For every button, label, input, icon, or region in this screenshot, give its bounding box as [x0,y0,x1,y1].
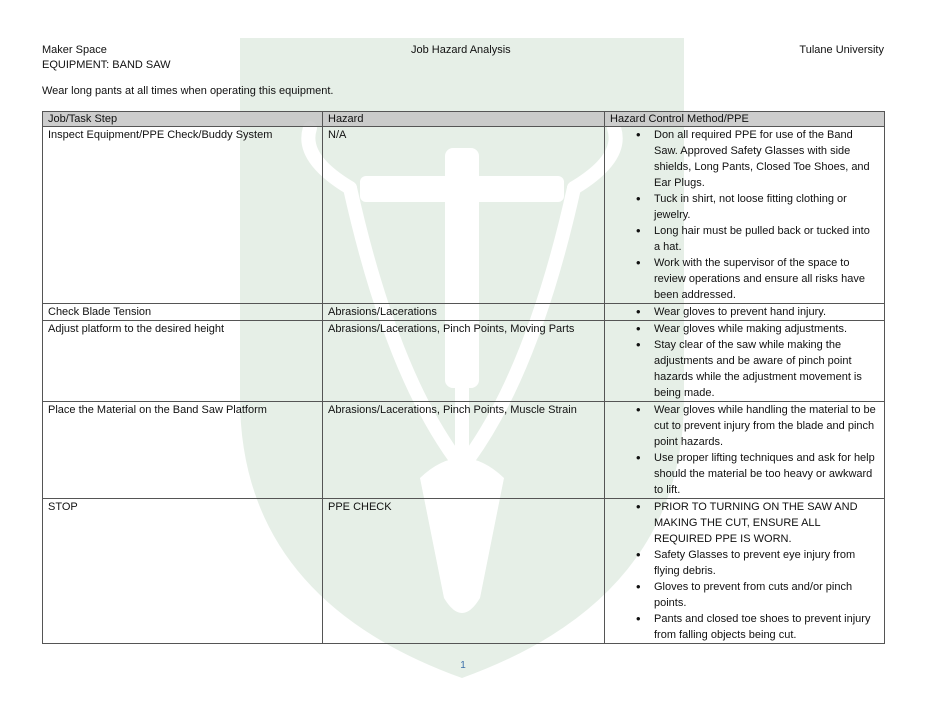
control-item: • Safety Glasses to prevent eye injury from flying debris. [654,547,879,579]
controls-cell [605,127,885,304]
controls-cell [605,402,885,499]
hazard-cell: Abrasions/Lacerations, Pinch Points, Muscle Strain [323,402,605,499]
page-number: 1 [460,660,466,671]
column-header-hazard: Hazard [323,112,605,127]
table-row [43,127,885,304]
controls-cell [605,499,885,644]
control-item: • Stay clear of the saw while making the adjustments and be aware of pinch point hazards while the adjustment movement is being made. [654,337,879,401]
control-item: • Wear gloves while making adjustments. [654,321,879,337]
safety-note: Wear long pants at all times when operating this equipment. [42,85,334,97]
task-step-cell: STOP [43,499,323,644]
control-item: • Wear gloves while handling the material to be cut to prevent injury from the blade and pinch point hazards. [654,402,879,450]
control-item: • Wear gloves to prevent hand injury. [654,304,879,320]
hazard-cell: PPE CHECK [323,499,605,644]
header-org: Maker Space [42,44,107,56]
controls-list [610,321,879,401]
table-row [43,321,885,402]
hazard-cell: Abrasions/Lacerations [323,304,605,321]
control-item: • Gloves to prevent from cuts and/or pinch points. [654,579,879,611]
controls-cell [605,304,885,321]
equipment-label: EQUIPMENT: BAND SAW [42,59,171,71]
column-header-step: Job/Task Step [43,112,323,127]
control-item: • PRIOR TO TURNING ON THE SAW AND MAKING THE CUT, ENSURE ALL REQUIRED PPE IS WORN. [654,499,879,547]
task-step-cell: Place the Material on the Band Saw Platform [43,402,323,499]
table-row [43,499,885,644]
table-row [43,304,885,321]
control-item: • Don all required PPE for use of the Band Saw. Approved Safety Glasses with side shields, Long Pants, Closed Toe Shoes, and Ear Plugs. [654,127,879,191]
task-step-cell: Check Blade Tension [43,304,323,321]
control-item: • Work with the supervisor of the space to review operations and ensure all risks have been addressed. [654,255,879,303]
hazard-cell: Abrasions/Lacerations, Pinch Points, Moving Parts [323,321,605,402]
column-header-controls: Hazard Control Method/PPE [605,112,885,127]
controls-list [610,402,879,498]
header-doc-title: Job Hazard Analysis [411,44,511,56]
control-item: • Tuck in shirt, not loose fitting clothing or jewelry. [654,191,879,223]
controls-cell [605,321,885,402]
controls-list [610,304,879,320]
task-step-cell: Inspect Equipment/PPE Check/Buddy System [43,127,323,304]
table-row [43,402,885,499]
header-university: Tulane University [799,44,884,56]
table-header-row [43,112,885,127]
control-item: • Long hair must be pulled back or tucked into a hat. [654,223,879,255]
control-item: • Use proper lifting techniques and ask for help should the material be too heavy or awkward to lift. [654,450,879,498]
controls-list [610,127,879,303]
controls-list [610,499,879,643]
task-step-cell: Adjust platform to the desired height [43,321,323,402]
control-item: • Pants and closed toe shoes to prevent injury from falling objects being cut. [654,611,879,643]
hazard-analysis-table [42,111,885,644]
hazard-cell: N/A [323,127,605,304]
